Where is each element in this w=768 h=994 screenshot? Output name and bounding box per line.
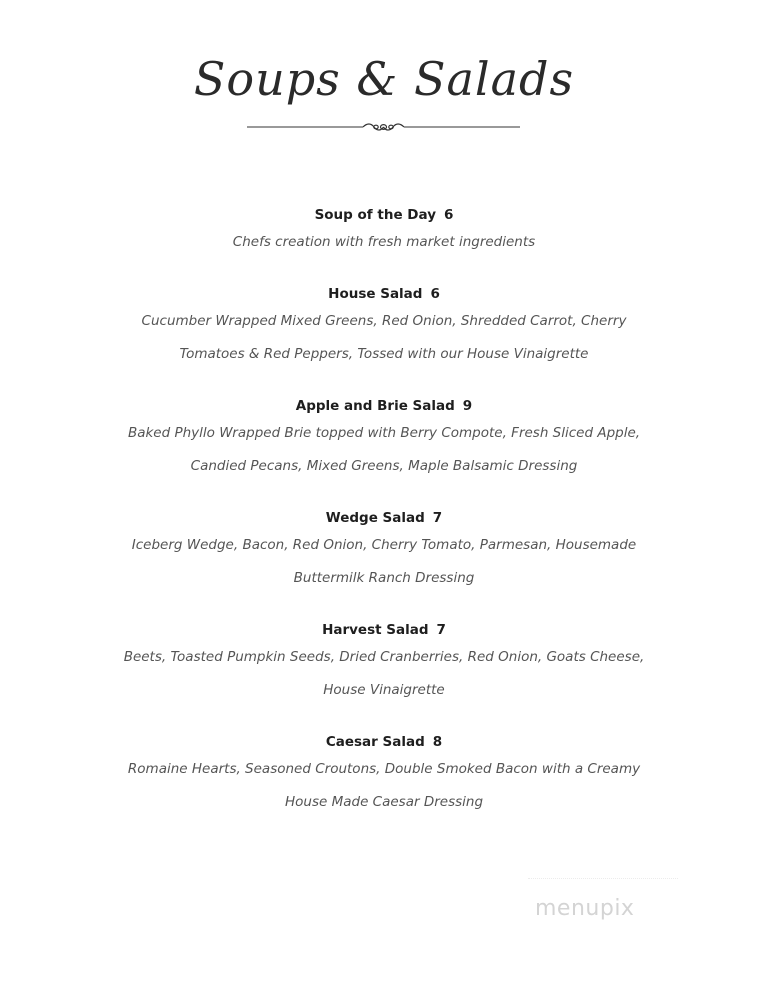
menu-item-heading <box>0 731 768 753</box>
menu-item-description: Cucumber Wrapped Mixed Greens, Red Onion, Shredded Carrot, Cherry <box>141 313 627 329</box>
menu-item-heading <box>0 204 768 226</box>
menu-item-harvest-salad <box>0 619 768 707</box>
menu-item-apple-and-brie-salad <box>0 395 768 483</box>
menu-item-caesar-salad <box>0 731 768 819</box>
menu-item-price: 9 <box>462 398 473 414</box>
watermark-rule <box>528 878 678 887</box>
menu-item-name: Wedge Salad <box>325 510 425 526</box>
menu-item-description: Chefs creation with fresh market ingredients <box>232 234 536 250</box>
menu-item-price: 6 <box>444 207 454 223</box>
menu-item-heading <box>0 395 768 417</box>
menu-item-price: 7 <box>436 622 446 638</box>
menu-item-description: Candied Pecans, Mixed Greens, Maple Balsamic Dressing <box>190 458 578 474</box>
menu-item-description: Baked Phyllo Wrapped Brie topped with Berry Compote, Fresh Sliced Apple, <box>127 425 641 441</box>
menu-item-description: Romaine Hearts, Seasoned Croutons, Double Smoked Bacon with a Creamy <box>127 761 641 777</box>
menu-item-description: Iceberg Wedge, Bacon, Red Onion, Cherry Tomato, Parmesan, Housemade <box>131 537 637 553</box>
menu-item-name: Caesar Salad <box>325 734 425 750</box>
menu-item-description: House Made Caesar Dressing <box>284 794 484 810</box>
menu-item-soup-of-the-day <box>0 204 768 259</box>
menu-item-name: Soup of the Day <box>314 207 437 223</box>
menu-item-heading <box>0 507 768 529</box>
menu-item-heading <box>0 283 768 305</box>
menu-item-name: Apple and Brie Salad <box>295 398 455 414</box>
menu-item-description: House Vinaigrette <box>323 682 445 698</box>
watermark-logo: menupix <box>535 896 635 921</box>
menu-item-heading <box>0 619 768 641</box>
menu-list <box>0 204 768 819</box>
menu-item-house-salad <box>0 283 768 371</box>
menu-item-price: 6 <box>430 286 440 302</box>
ornamental-divider <box>247 118 520 136</box>
menu-item-description: Beets, Toasted Pumpkin Seeds, Dried Cranberries, Red Onion, Goats Cheese, <box>123 649 645 665</box>
menu-item-price: 8 <box>432 734 443 750</box>
page-title: Soups & Salads <box>193 52 575 106</box>
menu-item-description: Buttermilk Ranch Dressing <box>293 570 475 586</box>
menu-item-price: 7 <box>432 510 443 526</box>
menu-item-name: House Salad <box>328 286 423 302</box>
menu-item-name: Harvest Salad <box>322 622 429 638</box>
menu-item-wedge-salad <box>0 507 768 595</box>
menu-item-description: Tomatoes & Red Peppers, Tossed with our House Vinaigrette <box>179 346 589 362</box>
